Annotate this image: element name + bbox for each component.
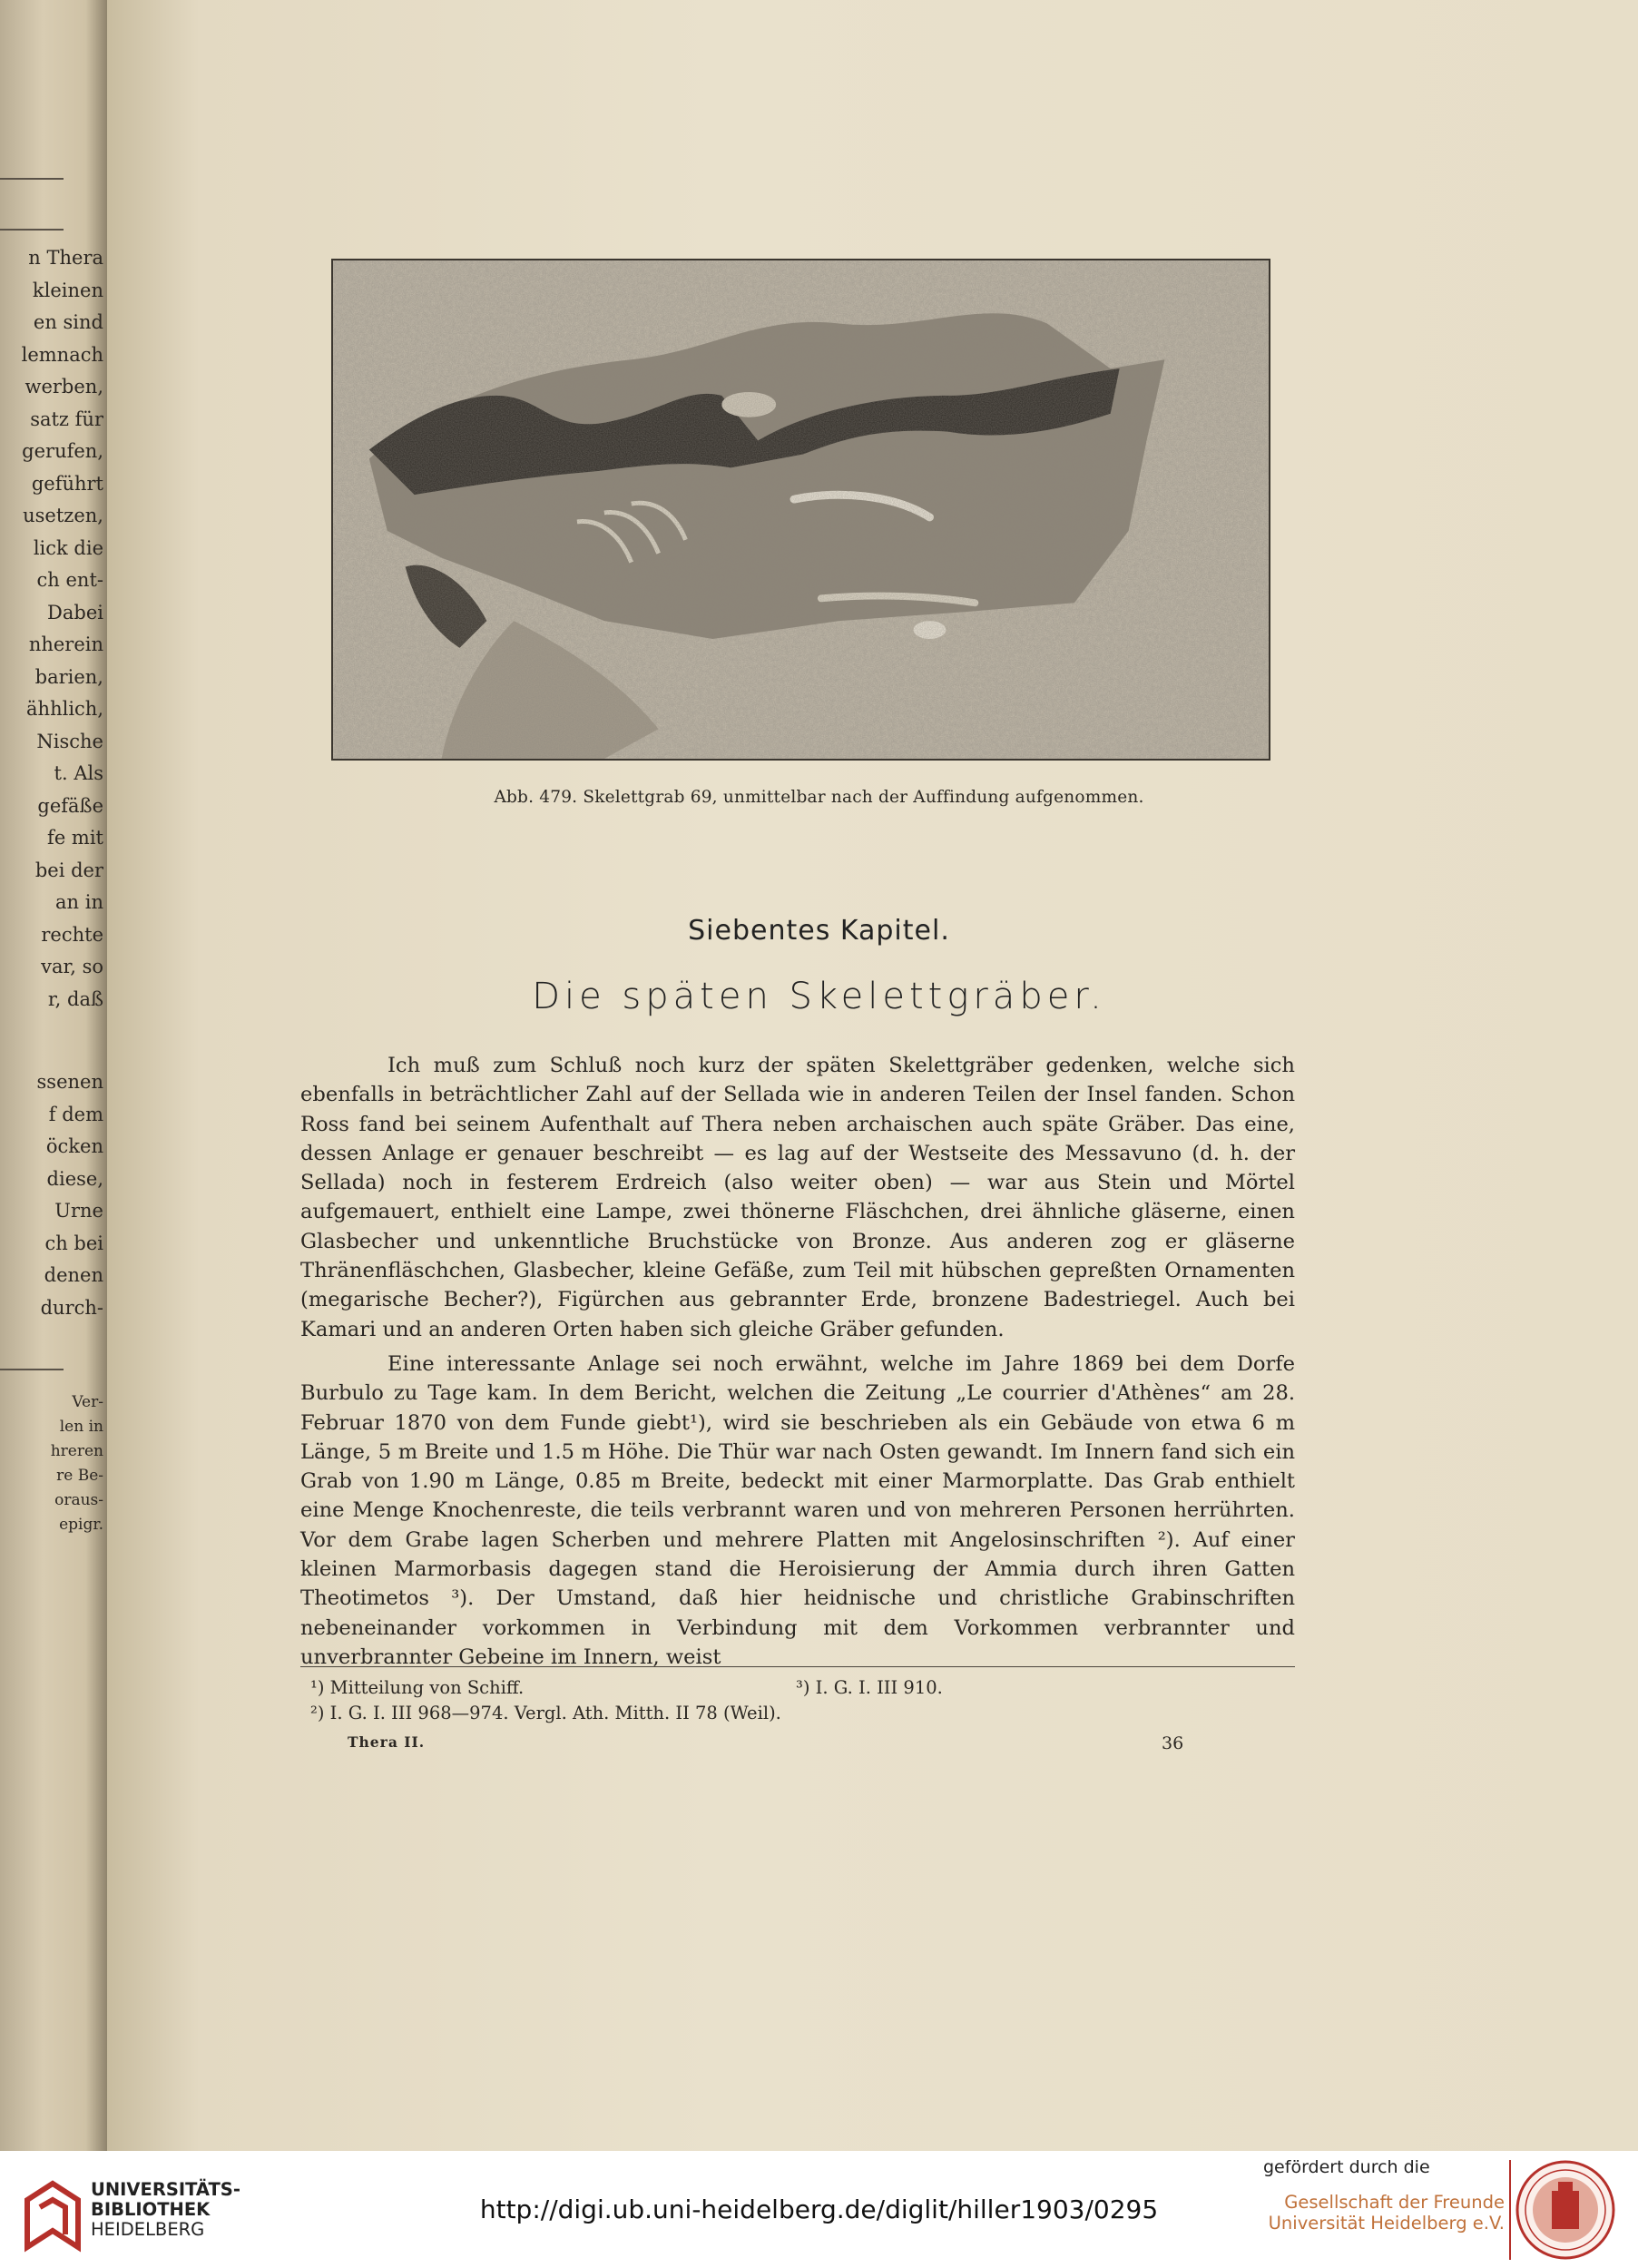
figure-caption: Abb. 479. Skelettgrab 69, unmittelbar nach der Auffindung aufgenommen. <box>494 788 1144 807</box>
left-page-line: ssenen <box>36 1071 103 1093</box>
left-page-line: gefäße <box>37 794 103 817</box>
left-page-line: usetzen, <box>23 505 103 526</box>
left-page-line: werben, <box>25 376 103 398</box>
body-paragraph: Ich muß zum Schluß noch kurz der späten Skelettgräber gedenken, welche sich ebenfalls in beträchtlicher Zahl auf der Sellada wie in anderen Teilen der Insel fanden. Schon Ross fand bei seinem Aufenthalt auf Thera neben archaischen auch späte Gräber. Das eine, dessen Anlage er genauer beschreibt — es lag auf der Westseite des Messavuno (d. h. der Sellada) noch in festerem Erdreich (also weiter oben) — war aus Stein und Mörtel aufgemauert, enthielt eine Lampe, zwei thönerne Fläschchen, drei ähnliche gläserne, einen Glasbecher und unkenntliche Bruchstücke von Bronze. Aus anderen zog er gläserne Thränenfläschchen, Glasbecher, kleine Gefäße, zum Teil mit hübschen gepreßten Ornamenten (megarische Becher?), Figürchen aus gebrannter Erde, bronzene Badestriegel. Auch bei Kamari und an anderen Orten haben sich gleiche Gräber gefunden. <box>300 1054 1295 1341</box>
left-page-line: lick die <box>33 536 103 559</box>
chapter-title: Die späten Skelettgräber. <box>532 976 1106 1017</box>
left-page-line: durch- <box>40 1296 103 1319</box>
permalink-url[interactable]: http://digi.ub.uni-heidelberg.de/diglit/hiller1903/0295 <box>479 2194 1159 2224</box>
left-page-line: epigr. <box>59 1516 103 1534</box>
library-name-line: HEIDELBERG <box>91 2219 205 2240</box>
left-page-line: ähhlich, <box>26 698 103 720</box>
library-name-line: BIBLIOTHEK <box>91 2199 211 2220</box>
sponsor-name-line: Universität Heidelberg e.V. <box>1268 2213 1505 2234</box>
left-page-line: var, so <box>41 956 103 977</box>
left-page-line: diese, <box>46 1167 103 1190</box>
left-page-line: kleinen <box>32 279 103 301</box>
left-page-line: Ver- <box>72 1393 103 1411</box>
footnote: ²) I. G. I. III 968—974. Vergl. Ath. Mitth. II 78 (Weil). <box>310 1703 781 1723</box>
left-page-line: n Thera <box>28 247 103 269</box>
left-page-line: lemnach <box>21 343 103 366</box>
left-page-line: denen <box>44 1264 103 1286</box>
left-page-line: rechte <box>41 923 103 946</box>
left-page-line: t. Als <box>54 762 103 784</box>
left-page-line: hreren <box>50 1442 103 1460</box>
chapter-label: Siebentes Kapitel. <box>688 915 950 947</box>
library-name-line: UNIVERSITÄTS- <box>91 2179 240 2200</box>
left-page-line: fe mit <box>47 827 103 849</box>
left-page-line: öcken <box>45 1135 103 1157</box>
excavation-photo <box>331 259 1270 761</box>
sponsor-label: gefördert durch die <box>1263 2157 1430 2177</box>
footnote: ¹) Mitteilung von Schiff. <box>310 1677 525 1698</box>
left-page-line: barien, <box>34 665 103 688</box>
left-page-line: Urne <box>54 1200 103 1222</box>
left-page-line: satz für <box>30 407 103 430</box>
left-page-line: re Be- <box>56 1467 103 1485</box>
left-page-line: r, daß <box>47 987 103 1010</box>
sponsor-name <box>1269 2192 1505 2234</box>
skeleton-grave-image <box>333 260 1269 759</box>
left-page-line: oraus- <box>54 1491 103 1509</box>
left-page-line: bei der <box>34 859 103 881</box>
footnote: ³) I. G. I. III 910. <box>796 1677 943 1698</box>
sponsor-seal-icon <box>1508 2156 1617 2263</box>
left-page-line: en sind <box>33 311 103 333</box>
sponsor-name-line: Gesellschaft der Freunde <box>1284 2192 1505 2213</box>
left-page-rule <box>0 229 64 231</box>
footnote-rule <box>300 1666 1295 1667</box>
left-page-line: Nische <box>36 730 103 752</box>
left-page-line: ch bei <box>44 1232 103 1254</box>
left-page-line: geführt <box>31 472 103 495</box>
left-page-rule <box>0 1369 64 1370</box>
body-paragraph: Eine interessante Anlage sei noch erwähnt, welche im Jahre 1869 bei dem Dorfe Burbulo zu Tage kam. In dem Bericht, welchen die Zeitung „Le courrier d'Athènes“ am 28. Februar 1870 von dem Funde giebt¹), wird sie beschrieben als ein Gebäude von etwa 6 m Länge, 5 m Breite und 1.5 m Höhe. Die Thür war nach Osten gewandt. Im Innern fand sich ein Grab von 1.90 m Länge, 0.85 m Breite, bedeckt mit einer Marmorplatte. Das Grab enthielt eine Menge Knochenreste, die teils verbrannt waren und von mehreren Personen herrührten. Vor dem Grabe lagen Scherben und mehrere Platten mit Angelosinschriften ²). Auf einer kleinen Marmorbasis dagegen stand die Heroisierung der Ammia durch ihren Gatten Theotimetos ³). Der Umstand, daß hier heidnische und christliche Grabinschriften nebeneinander vorkommen in Verbindung mit dem Vorkommen verbrannter und unverbrannter Gebeine im Innern, weist <box>300 1352 1295 1669</box>
left-page-line: gerufen, <box>22 440 103 462</box>
left-page-line: ch ent- <box>36 569 103 591</box>
left-page-rule <box>0 178 64 180</box>
signature-mark: Thera II. <box>348 1733 426 1751</box>
left-page-line: len in <box>59 1418 103 1436</box>
left-page-line: f dem <box>48 1103 103 1125</box>
left-page-line: nherein <box>28 633 103 655</box>
left-page-line: Dabei <box>47 601 103 623</box>
left-page-edge <box>0 0 107 2151</box>
left-page-line: an in <box>55 891 103 913</box>
page-number: 36 <box>1162 1733 1184 1753</box>
